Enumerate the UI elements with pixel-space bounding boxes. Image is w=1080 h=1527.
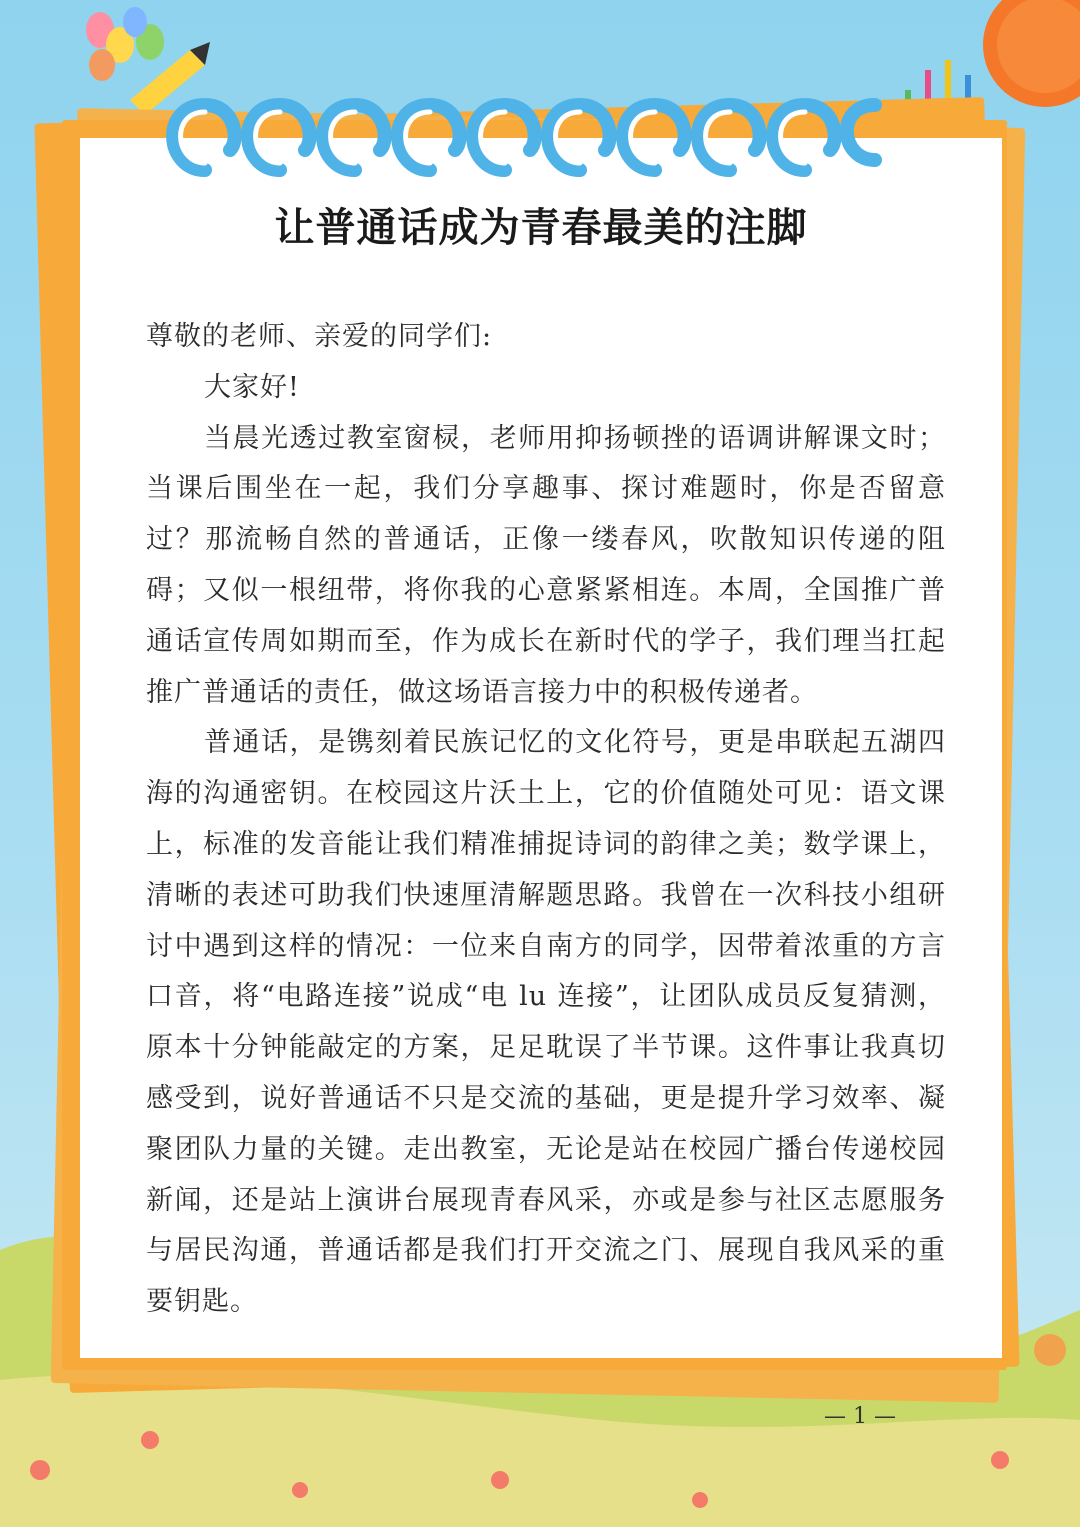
paragraph-2: 普通话，是镌刻着民族记忆的文化符号，更是串联起五湖四海的沟通密钥。在校园这片沃土上，它的价值随处可见：语文课上，标准的发音能让我们精准捕捉诗词的韵律之美；数学课上，清晰的表述可助我们快速厘清解题思路。我曾在一次科技小组研讨中遇到这样的情况：一位来自南方的同学，因带着浓重的方言口音，将“电路连接”说成“电 lu 连接”，让团队成员反复猜测，原本十分钟能敲定的方案，足足耽误了半节课。这件事让我真切感受到，说好普通话不只是交流的基础，更是提升学习效率、凝聚团队力量的关键。走出教室，无论是站在校园广播台传递校园新闻，还是站上演讲台展现青春风采，亦或是参与社区志愿服务与居民沟通，普通话都是我们打开交流之门、展现自我风采的重要钥匙。 xyxy=(146,727,946,1318)
letter-body xyxy=(146,312,946,1328)
page-number: — 1 — xyxy=(824,1404,896,1429)
greeting-line: 尊敬的老师、亲爱的同学们: xyxy=(146,321,493,352)
paragraph-1: 当晨光透过教室窗棂，老师用抑扬顿挫的语调讲解课文时；当课后围坐在一起，我们分享趣事、探讨难题时，你是否留意过？那流畅自然的普通话，正像一缕春风，吹散知识传递的阻碍；又似一根纽带，将你我的心意紧紧相连。本周，全国推广普通话宣传周如期而至，作为成长在新时代的学子，我们理当扛起推广普通话的责任，做这场语言接力中的积极传递者。 xyxy=(146,422,946,708)
salutation-line: 大家好! xyxy=(204,371,300,403)
page-title: 让普通话成为青春最美的注脚 xyxy=(274,204,808,251)
spiral-binding-icon xyxy=(0,0,1080,200)
